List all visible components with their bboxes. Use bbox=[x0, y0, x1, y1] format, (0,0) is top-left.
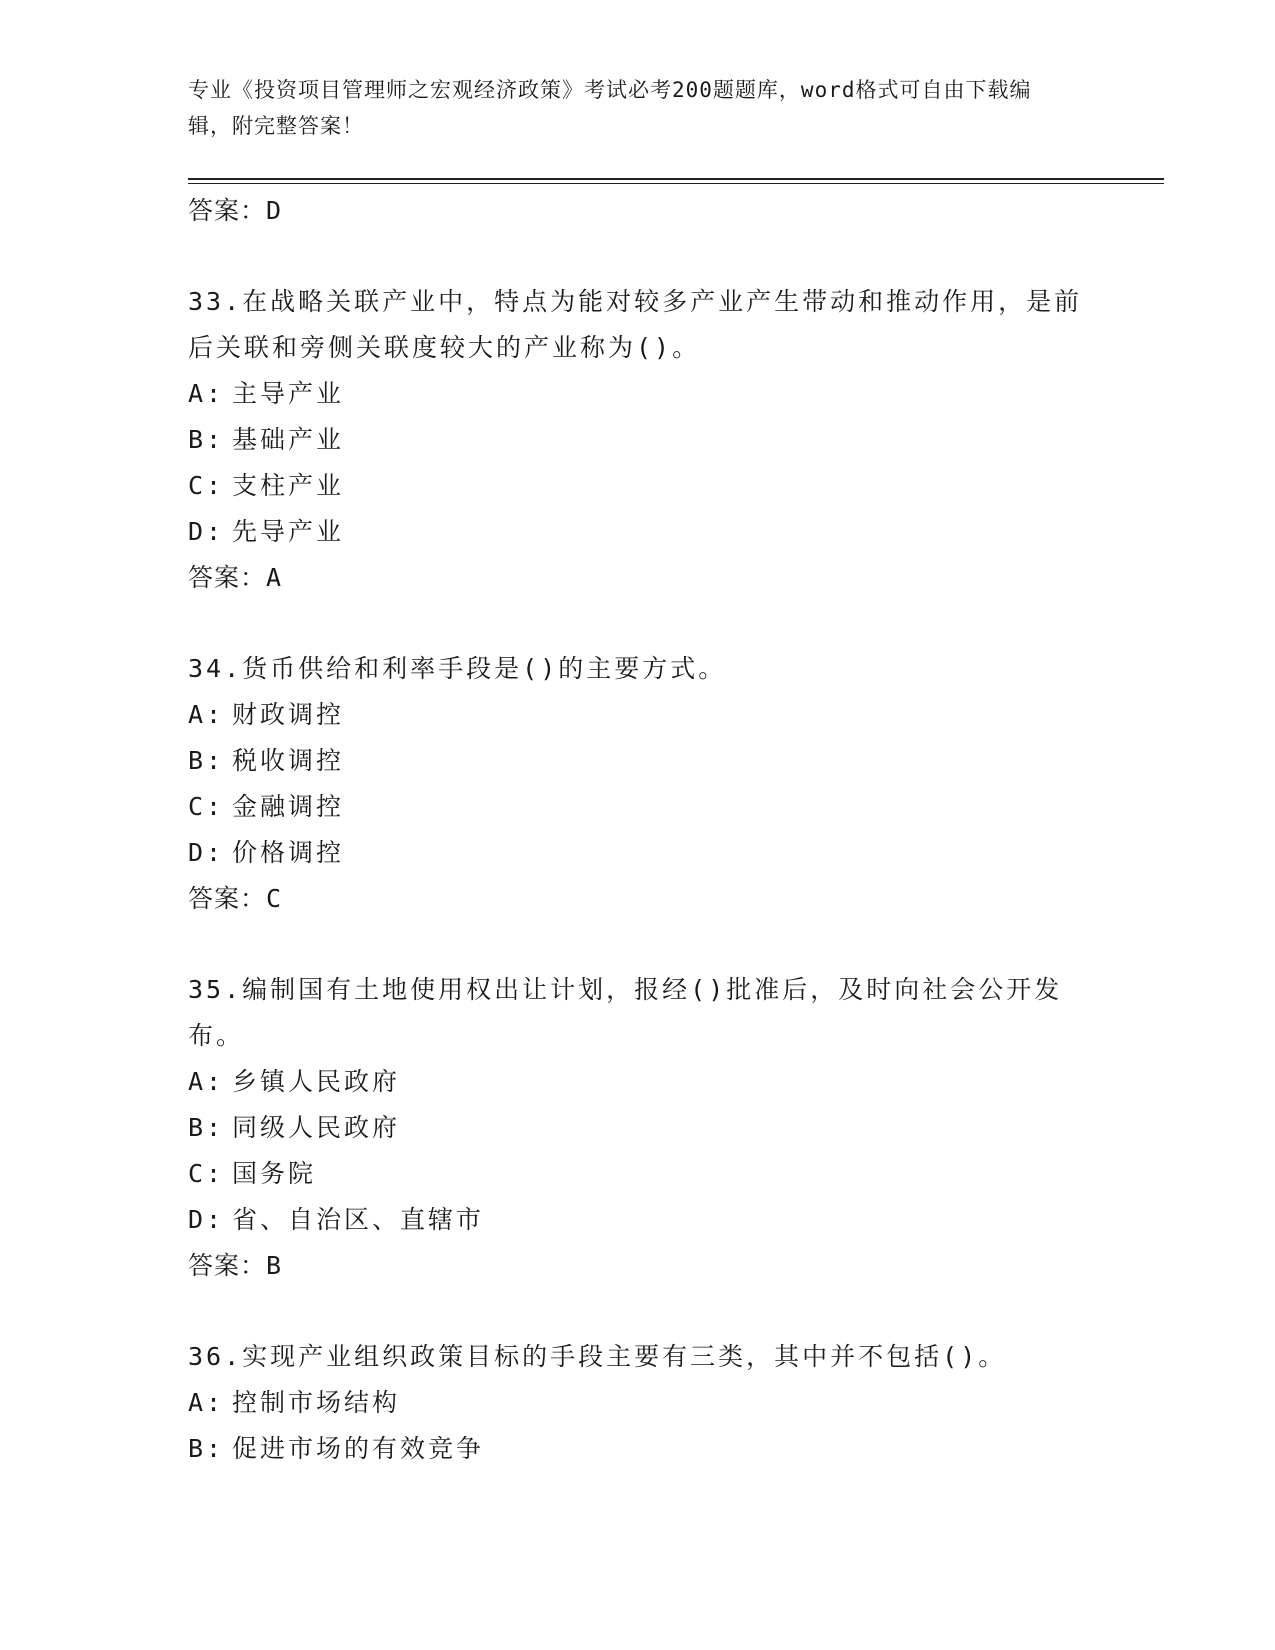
option-key: B: bbox=[188, 1113, 225, 1142]
option-text: 省、自治区、直辖市 bbox=[232, 1205, 485, 1234]
option-key: B: bbox=[188, 1434, 225, 1463]
option-item bbox=[188, 371, 1168, 417]
option-key: C: bbox=[188, 1159, 225, 1188]
option-key: B: bbox=[188, 425, 225, 454]
option-key: C: bbox=[188, 471, 225, 500]
option-item bbox=[188, 1151, 1168, 1197]
answer-line bbox=[188, 188, 1168, 234]
option-key: D: bbox=[188, 838, 225, 867]
answer-label: 答案： bbox=[188, 563, 267, 592]
option-item bbox=[188, 417, 1168, 463]
spacer bbox=[188, 922, 1168, 967]
option-item bbox=[188, 1105, 1168, 1151]
option-item bbox=[188, 692, 1168, 738]
spacer bbox=[188, 1289, 1168, 1334]
document-header: 专业《投资项目管理师之宏观经济政策》考试必考200题题库，word格式可自由下载编辑，附完整答案！ bbox=[188, 78, 1032, 138]
option-text: 基础产业 bbox=[232, 425, 345, 454]
answer-value: C bbox=[266, 884, 283, 913]
option-key: D: bbox=[188, 517, 225, 546]
option-item bbox=[188, 830, 1168, 876]
question-text: 35.编制国有土地使用权出让计划，报经()批准后，及时向社会公开发布。 bbox=[188, 975, 1063, 1050]
option-item bbox=[188, 1380, 1168, 1426]
answer-label: 答案： bbox=[188, 1251, 267, 1280]
option-text: 先导产业 bbox=[232, 517, 345, 546]
question-text: 36.实现产业组织政策目标的手段主要有三类，其中并不包括()。 bbox=[188, 1342, 1007, 1371]
answer-line bbox=[188, 1243, 1168, 1289]
option-text: 金融调控 bbox=[232, 792, 345, 821]
option-item bbox=[188, 463, 1168, 509]
option-text: 税收调控 bbox=[232, 746, 345, 775]
option-item bbox=[188, 1426, 1168, 1472]
option-key: A: bbox=[188, 1388, 225, 1417]
option-key: A: bbox=[188, 379, 225, 408]
answer-label: 答案： bbox=[188, 196, 267, 225]
answer-value: B bbox=[266, 1251, 283, 1280]
answer-value: D bbox=[266, 196, 283, 225]
answer-line bbox=[188, 555, 1168, 601]
option-key: D: bbox=[188, 1205, 225, 1234]
answer-line bbox=[188, 876, 1168, 922]
spacer bbox=[188, 601, 1168, 646]
option-key: B: bbox=[188, 746, 225, 775]
option-text: 国务院 bbox=[232, 1159, 317, 1188]
option-key: A: bbox=[188, 700, 225, 729]
option-item bbox=[188, 1197, 1168, 1243]
answer-label: 答案： bbox=[188, 884, 267, 913]
option-text: 财政调控 bbox=[232, 700, 345, 729]
option-item bbox=[188, 509, 1168, 555]
option-text: 价格调控 bbox=[232, 838, 345, 867]
option-key: A: bbox=[188, 1067, 225, 1096]
question-text: 33.在战略关联产业中，特点为能对较多产业产生带动和推动作用，是前后关联和旁侧关联度较大的产业称为()。 bbox=[188, 287, 1083, 362]
option-text: 支柱产业 bbox=[232, 471, 345, 500]
question-content bbox=[188, 188, 1168, 1472]
question-text: 34.货币供给和利率手段是()的主要方式。 bbox=[188, 654, 727, 683]
option-text: 促进市场的有效竞争 bbox=[232, 1434, 485, 1463]
option-text: 主导产业 bbox=[232, 379, 345, 408]
option-key: C: bbox=[188, 792, 225, 821]
option-item bbox=[188, 738, 1168, 784]
header-divider-thin bbox=[188, 183, 1164, 184]
option-text: 同级人民政府 bbox=[232, 1113, 401, 1142]
answer-value: A bbox=[266, 563, 283, 592]
spacer bbox=[188, 234, 1168, 279]
option-item bbox=[188, 1059, 1168, 1105]
option-text: 乡镇人民政府 bbox=[232, 1067, 401, 1096]
header-divider-thick bbox=[188, 178, 1164, 180]
option-item bbox=[188, 784, 1168, 830]
option-text: 控制市场结构 bbox=[232, 1388, 401, 1417]
